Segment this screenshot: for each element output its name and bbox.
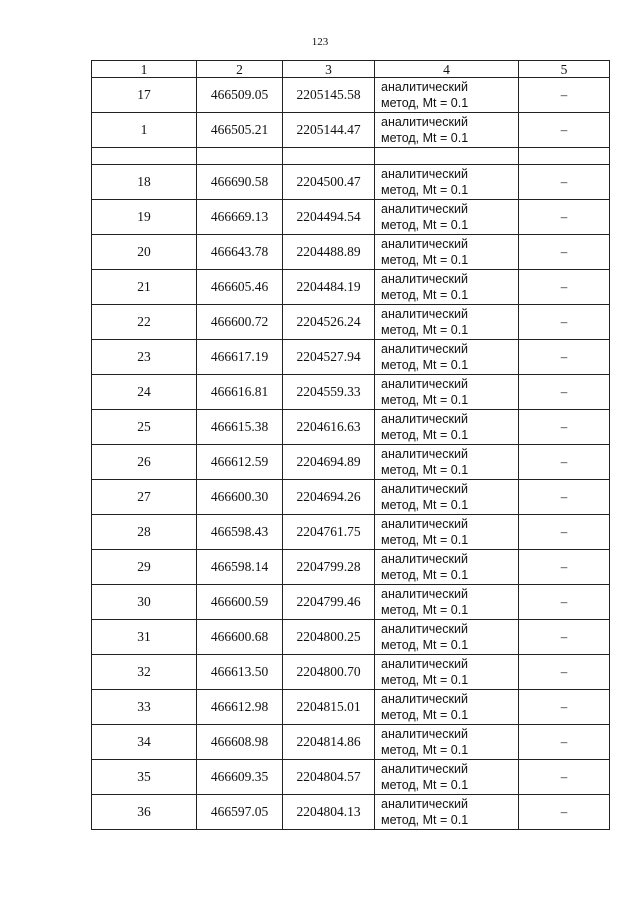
page-number: 123 xyxy=(311,36,329,48)
method-cell xyxy=(375,550,519,585)
y-coordinate-cell: 2204694.89 xyxy=(283,445,375,480)
point-number-cell: 33 xyxy=(92,690,197,725)
y-coordinate-cell: 2204799.28 xyxy=(283,550,375,585)
method-cell xyxy=(375,515,519,550)
y-coordinate-cell: 2205144.47 xyxy=(283,113,375,148)
point-number-cell: 26 xyxy=(92,445,197,480)
description-cell: – xyxy=(519,550,610,585)
description-cell: – xyxy=(519,725,610,760)
method-line-2: метод, Mt = 0.1 xyxy=(381,463,469,477)
table-header-row xyxy=(92,61,610,78)
description-cell: – xyxy=(519,340,610,375)
table-row xyxy=(92,113,610,148)
description-cell: – xyxy=(519,78,610,113)
empty-cell xyxy=(197,148,283,165)
method-line-1: аналитический xyxy=(381,167,468,181)
y-coordinate-cell: 2205145.58 xyxy=(283,78,375,113)
y-coordinate-cell: 2204814.86 xyxy=(283,725,375,760)
empty-cell xyxy=(92,148,197,165)
x-coordinate-cell: 466608.98 xyxy=(197,725,283,760)
method-line-1: аналитический xyxy=(381,80,468,94)
method-line-1: аналитический xyxy=(381,657,468,671)
point-number-cell: 29 xyxy=(92,550,197,585)
table-row xyxy=(92,165,610,200)
method-line-1: аналитический xyxy=(381,307,468,321)
table-row xyxy=(92,795,610,830)
table-row xyxy=(92,480,610,515)
x-coordinate-cell: 466598.14 xyxy=(197,550,283,585)
method-line-1: аналитический xyxy=(381,587,468,601)
point-number-cell: 30 xyxy=(92,585,197,620)
method-cell xyxy=(375,270,519,305)
column-header: 5 xyxy=(519,61,610,78)
description-cell: – xyxy=(519,655,610,690)
point-number-cell: 34 xyxy=(92,725,197,760)
method-cell xyxy=(375,375,519,410)
table-row xyxy=(92,78,610,113)
method-line-1: аналитический xyxy=(381,552,468,566)
method-line-2: метод, Mt = 0.1 xyxy=(381,428,469,442)
method-cell xyxy=(375,760,519,795)
table-row xyxy=(92,620,610,655)
y-coordinate-cell: 2204804.57 xyxy=(283,760,375,795)
method-line-1: аналитический xyxy=(381,727,468,741)
method-cell xyxy=(375,340,519,375)
description-cell: – xyxy=(519,113,610,148)
method-line-2: метод, Mt = 0.1 xyxy=(381,96,469,110)
method-cell xyxy=(375,410,519,445)
x-coordinate-cell: 466600.30 xyxy=(197,480,283,515)
x-coordinate-cell: 466612.98 xyxy=(197,690,283,725)
table-row xyxy=(92,655,610,690)
x-coordinate-cell: 466509.05 xyxy=(197,78,283,113)
method-line-1: аналитический xyxy=(381,412,468,426)
method-cell xyxy=(375,655,519,690)
method-line-2: метод, Mt = 0.1 xyxy=(381,131,469,145)
method-cell xyxy=(375,445,519,480)
method-line-2: метод, Mt = 0.1 xyxy=(381,323,469,337)
x-coordinate-cell: 466600.59 xyxy=(197,585,283,620)
column-header: 1 xyxy=(92,61,197,78)
method-line-2: метод, Mt = 0.1 xyxy=(381,813,469,827)
method-line-1: аналитический xyxy=(381,202,468,216)
empty-cell xyxy=(519,148,610,165)
method-cell xyxy=(375,200,519,235)
description-cell: – xyxy=(519,585,610,620)
x-coordinate-cell: 466617.19 xyxy=(197,340,283,375)
x-coordinate-cell: 466600.72 xyxy=(197,305,283,340)
method-line-2: метод, Mt = 0.1 xyxy=(381,393,469,407)
y-coordinate-cell: 2204500.47 xyxy=(283,165,375,200)
column-header: 4 xyxy=(375,61,519,78)
method-line-2: метод, Mt = 0.1 xyxy=(381,743,469,757)
table-row xyxy=(92,585,610,620)
method-cell xyxy=(375,690,519,725)
description-cell: – xyxy=(519,200,610,235)
y-coordinate-cell: 2204494.54 xyxy=(283,200,375,235)
point-number-cell: 27 xyxy=(92,480,197,515)
method-line-2: метод, Mt = 0.1 xyxy=(381,288,469,302)
table-row xyxy=(92,725,610,760)
point-number-cell: 20 xyxy=(92,235,197,270)
description-cell: – xyxy=(519,480,610,515)
method-cell xyxy=(375,235,519,270)
table-separator-row xyxy=(92,148,610,165)
table-row xyxy=(92,375,610,410)
x-coordinate-cell: 466690.58 xyxy=(197,165,283,200)
y-coordinate-cell: 2204799.46 xyxy=(283,585,375,620)
method-cell xyxy=(375,585,519,620)
method-line-2: метод, Mt = 0.1 xyxy=(381,673,469,687)
point-number-cell: 24 xyxy=(92,375,197,410)
table-row xyxy=(92,445,610,480)
y-coordinate-cell: 2204527.94 xyxy=(283,340,375,375)
y-coordinate-cell: 2204559.33 xyxy=(283,375,375,410)
method-cell xyxy=(375,113,519,148)
point-number-cell: 1 xyxy=(92,113,197,148)
y-coordinate-cell: 2204488.89 xyxy=(283,235,375,270)
point-number-cell: 19 xyxy=(92,200,197,235)
method-line-2: метод, Mt = 0.1 xyxy=(381,568,469,582)
table-row xyxy=(92,410,610,445)
table-row xyxy=(92,690,610,725)
y-coordinate-cell: 2204800.25 xyxy=(283,620,375,655)
point-number-cell: 17 xyxy=(92,78,197,113)
point-number-cell: 28 xyxy=(92,515,197,550)
y-coordinate-cell: 2204526.24 xyxy=(283,305,375,340)
description-cell: – xyxy=(519,795,610,830)
point-number-cell: 22 xyxy=(92,305,197,340)
y-coordinate-cell: 2204815.01 xyxy=(283,690,375,725)
method-line-2: метод, Mt = 0.1 xyxy=(381,498,469,512)
description-cell: – xyxy=(519,620,610,655)
method-line-1: аналитический xyxy=(381,377,468,391)
empty-cell xyxy=(375,148,519,165)
method-cell xyxy=(375,725,519,760)
x-coordinate-cell: 466597.05 xyxy=(197,795,283,830)
method-cell xyxy=(375,480,519,515)
y-coordinate-cell: 2204800.70 xyxy=(283,655,375,690)
y-coordinate-cell: 2204616.63 xyxy=(283,410,375,445)
method-line-1: аналитический xyxy=(381,622,468,636)
description-cell: – xyxy=(519,305,610,340)
x-coordinate-cell: 466505.21 xyxy=(197,113,283,148)
y-coordinate-cell: 2204761.75 xyxy=(283,515,375,550)
description-cell: – xyxy=(519,270,610,305)
point-number-cell: 25 xyxy=(92,410,197,445)
x-coordinate-cell: 466609.35 xyxy=(197,760,283,795)
description-cell: – xyxy=(519,515,610,550)
method-cell xyxy=(375,165,519,200)
y-coordinate-cell: 2204694.26 xyxy=(283,480,375,515)
point-number-cell: 35 xyxy=(92,760,197,795)
table-row xyxy=(92,340,610,375)
method-line-2: метод, Mt = 0.1 xyxy=(381,638,469,652)
table-row xyxy=(92,200,610,235)
empty-cell xyxy=(283,148,375,165)
description-cell: – xyxy=(519,235,610,270)
method-line-2: метод, Mt = 0.1 xyxy=(381,218,469,232)
x-coordinate-cell: 466669.13 xyxy=(197,200,283,235)
point-number-cell: 21 xyxy=(92,270,197,305)
method-cell xyxy=(375,620,519,655)
description-cell: – xyxy=(519,445,610,480)
table-row xyxy=(92,760,610,795)
method-line-1: аналитический xyxy=(381,517,468,531)
x-coordinate-cell: 466605.46 xyxy=(197,270,283,305)
method-line-1: аналитический xyxy=(381,797,468,811)
point-number-cell: 31 xyxy=(92,620,197,655)
method-line-2: метод, Mt = 0.1 xyxy=(381,708,469,722)
method-line-1: аналитический xyxy=(381,115,468,129)
method-line-2: метод, Mt = 0.1 xyxy=(381,358,469,372)
method-line-1: аналитический xyxy=(381,272,468,286)
method-cell xyxy=(375,305,519,340)
description-cell: – xyxy=(519,760,610,795)
y-coordinate-cell: 2204804.13 xyxy=(283,795,375,830)
x-coordinate-cell: 466613.50 xyxy=(197,655,283,690)
method-line-2: метод, Mt = 0.1 xyxy=(381,603,469,617)
x-coordinate-cell: 466600.68 xyxy=(197,620,283,655)
method-cell xyxy=(375,78,519,113)
table-row xyxy=(92,515,610,550)
table-row xyxy=(92,305,610,340)
method-line-2: метод, Mt = 0.1 xyxy=(381,778,469,792)
y-coordinate-cell: 2204484.19 xyxy=(283,270,375,305)
table-body xyxy=(92,78,610,830)
method-line-1: аналитический xyxy=(381,482,468,496)
description-cell: – xyxy=(519,165,610,200)
table-row xyxy=(92,550,610,585)
column-header: 3 xyxy=(283,61,375,78)
table-row xyxy=(92,235,610,270)
x-coordinate-cell: 466598.43 xyxy=(197,515,283,550)
method-line-1: аналитический xyxy=(381,342,468,356)
table-row xyxy=(92,270,610,305)
x-coordinate-cell: 466615.38 xyxy=(197,410,283,445)
description-cell: – xyxy=(519,690,610,725)
coordinates-table xyxy=(91,60,610,830)
point-number-cell: 23 xyxy=(92,340,197,375)
description-cell: – xyxy=(519,375,610,410)
description-cell: – xyxy=(519,410,610,445)
method-line-1: аналитический xyxy=(381,237,468,251)
x-coordinate-cell: 466643.78 xyxy=(197,235,283,270)
method-line-1: аналитический xyxy=(381,447,468,461)
column-header: 2 xyxy=(197,61,283,78)
method-line-2: метод, Mt = 0.1 xyxy=(381,253,469,267)
method-line-2: метод, Mt = 0.1 xyxy=(381,183,469,197)
method-line-2: метод, Mt = 0.1 xyxy=(381,533,469,547)
method-line-1: аналитический xyxy=(381,762,468,776)
method-cell xyxy=(375,795,519,830)
point-number-cell: 32 xyxy=(92,655,197,690)
point-number-cell: 36 xyxy=(92,795,197,830)
x-coordinate-cell: 466616.81 xyxy=(197,375,283,410)
method-line-1: аналитический xyxy=(381,692,468,706)
point-number-cell: 18 xyxy=(92,165,197,200)
x-coordinate-cell: 466612.59 xyxy=(197,445,283,480)
